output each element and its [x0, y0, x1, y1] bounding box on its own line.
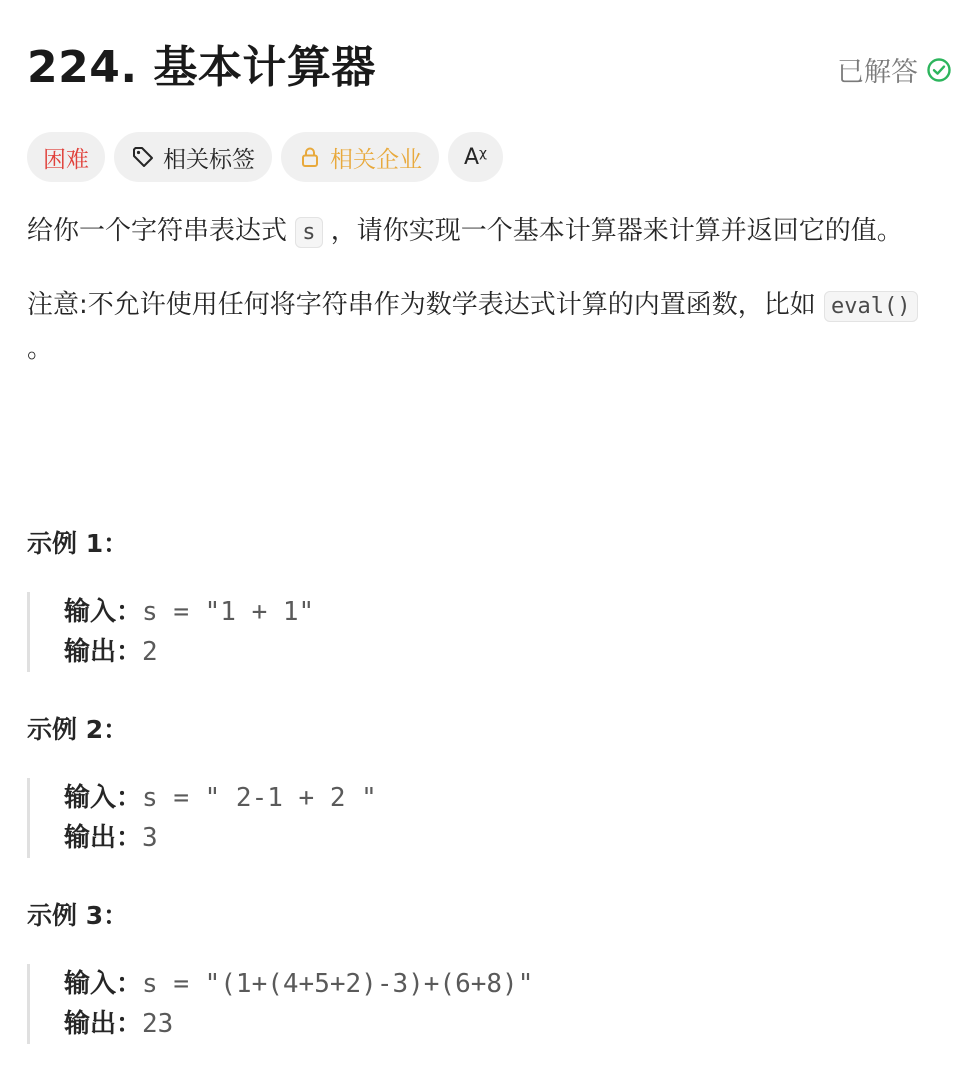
output-label: 输出：: [64, 1009, 143, 1039]
output-value: 2: [142, 637, 158, 667]
input-label: 输入：: [64, 783, 143, 813]
problem-description-panel: [27, 0, 952, 1039]
description-text: ，请你实现一个基本计算器来计算并返回它的值。: [322, 216, 903, 246]
translate-icon: Aᵡ: [464, 144, 488, 170]
inline-code-s: s: [295, 217, 322, 248]
solved-status-label: 已解答: [837, 57, 918, 88]
related-companies-button[interactable]: [281, 132, 439, 182]
note-text: 注意:不允许使用任何将字符串作为数学表达式计算的内置函数，比如: [27, 290, 825, 320]
related-companies-label: 相关企业: [330, 146, 422, 173]
input-label: 输入：: [64, 969, 143, 999]
tag-icon: [131, 145, 155, 169]
inline-code-eval: eval(): [824, 291, 917, 322]
note-text: 。: [27, 334, 54, 364]
tag-bar: [27, 132, 503, 182]
difficulty-badge[interactable]: [27, 132, 105, 182]
note-paragraph: [27, 284, 927, 371]
output-label: 输出：: [64, 823, 143, 853]
lock-icon: [298, 145, 322, 169]
related-topics-label: 相关标签: [163, 146, 255, 173]
related-topics-button[interactable]: [114, 132, 272, 182]
input-label: 输入：: [64, 597, 143, 627]
example-block: [27, 592, 314, 672]
output-label: 输出：: [64, 637, 143, 667]
input-value: s = " 2-1 + 2 ": [142, 783, 377, 813]
input-value: s = "(1+(4+5+2)-3)+(6+8)": [142, 969, 534, 999]
example-title: 示例 3：: [27, 901, 129, 930]
example-block: [27, 778, 377, 858]
description-text: 给你一个字符串表达式: [27, 216, 296, 246]
problem-description: [27, 210, 927, 371]
translate-button[interactable]: [448, 132, 503, 182]
output-value: 3: [142, 823, 158, 853]
example-title: 示例 2：: [27, 715, 129, 744]
output-value: 23: [142, 1009, 174, 1039]
description-paragraph: [27, 210, 927, 254]
difficulty-label: 困难: [43, 146, 89, 173]
example-title: 示例 1：: [27, 529, 129, 558]
example-block: [27, 964, 533, 1044]
input-value: s = "1 + 1": [142, 597, 315, 627]
solved-status: [837, 50, 952, 89]
problem-header: [27, 0, 952, 130]
problem-title[interactable]: 224. 基本计算器: [27, 42, 376, 93]
check-circle-icon: [926, 57, 952, 83]
